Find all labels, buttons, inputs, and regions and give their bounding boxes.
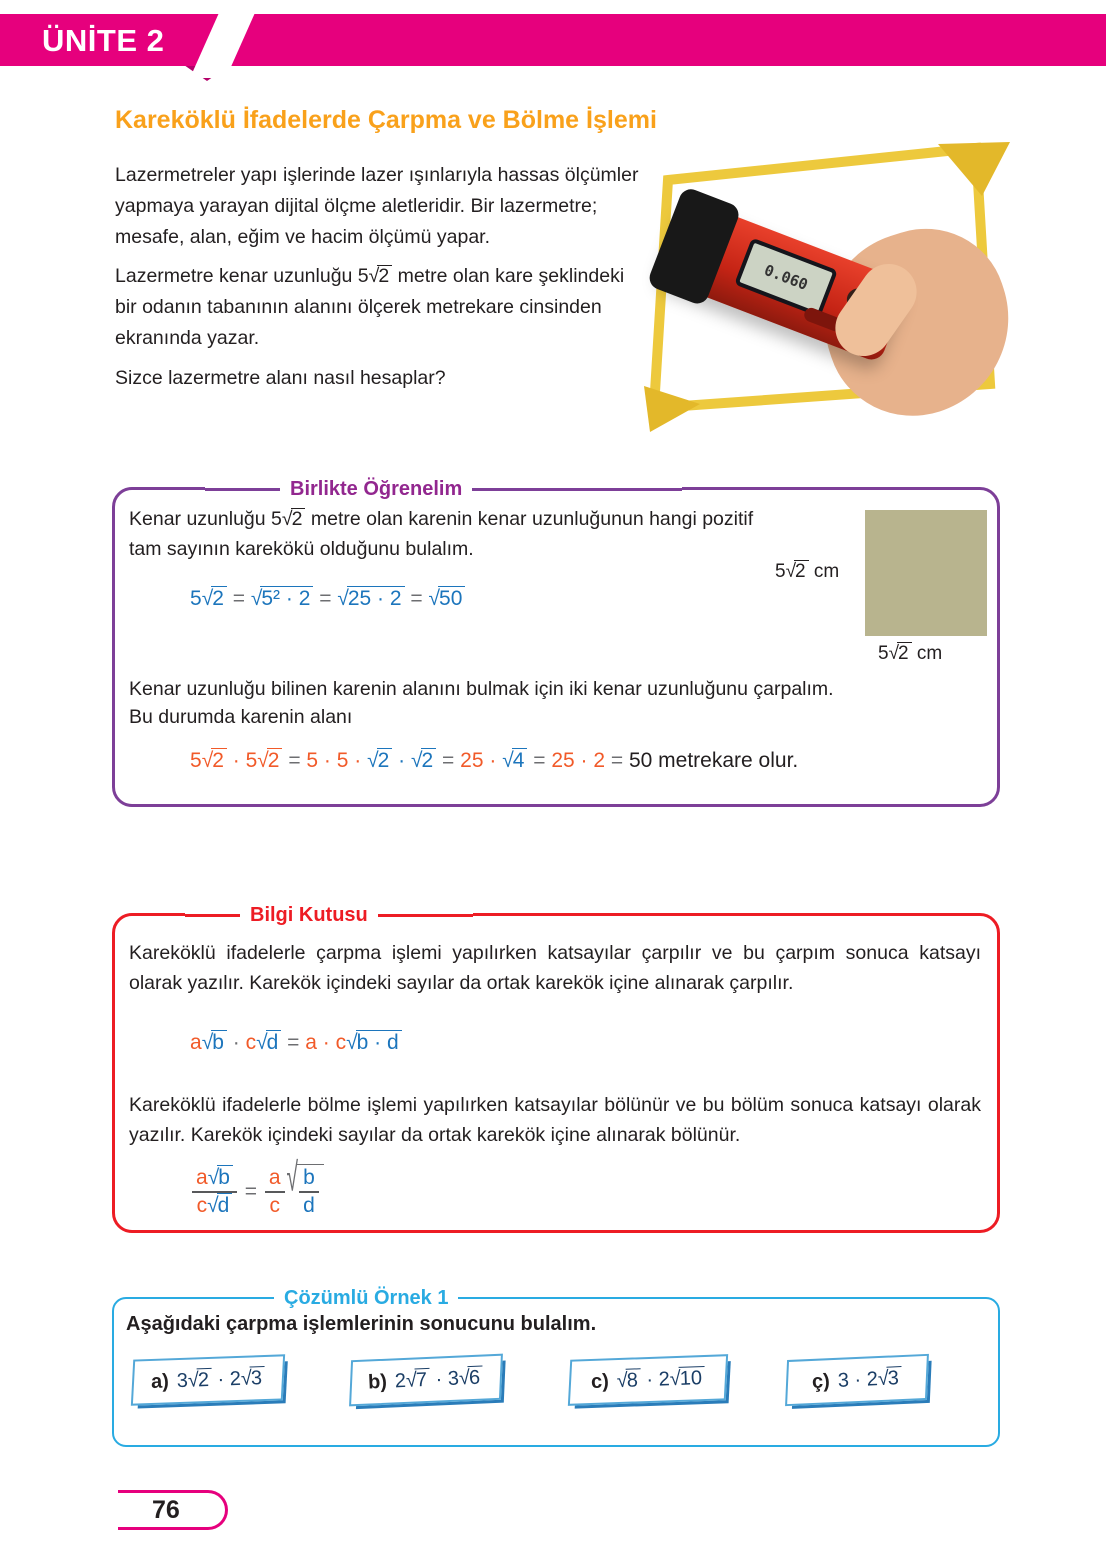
option-c-label: c) xyxy=(590,1369,610,1393)
unit-label: ÜNİTE 2 xyxy=(42,23,165,58)
option-cc-label: ç) xyxy=(811,1369,831,1393)
ornek-box-title-text: Çözümlü Örnek 1 xyxy=(284,1286,449,1309)
title-line-right xyxy=(458,1297,518,1300)
option-cc xyxy=(785,1354,929,1406)
intro-text xyxy=(115,160,645,403)
birlikte-paragraph-2: Kenar uzunluğu bilinen karenin alanını bulmak için iki kenar uzunluğunu çarpalım. xyxy=(129,678,834,700)
square-side-label-bottom: 5√2 cm xyxy=(878,643,943,664)
laser-meter-photo xyxy=(640,142,1020,434)
birlikte-paragraph-3: Bu durumda karenin alanı xyxy=(129,706,353,728)
option-a xyxy=(131,1354,285,1405)
option-c-expression: √8 · 2√10 xyxy=(616,1366,705,1393)
unit-header-bar xyxy=(0,14,1106,66)
square-side-label-left: 5√2 cm xyxy=(775,561,840,582)
title-line-left xyxy=(189,1297,274,1300)
device-screen xyxy=(734,238,838,318)
ornek-box-title xyxy=(189,1282,518,1314)
birlikte-equation-2: 5√2 · 5√2 = 5 · 5 · √2 · √2 = 25 · √4 = 25 · 2 = 50 metrekare olur. xyxy=(190,749,799,772)
birlikte-equation-1: 5√2 = √5² · 2 = √25 · 2 = √50 xyxy=(190,586,465,611)
page-number: 76 xyxy=(152,1495,180,1524)
bilgi-box-title xyxy=(185,899,473,931)
bilgi-equation-division: $\frac{a√b}{c√d}$ = $\frac{a}{c}$ √ $\frac{b}{d}$ xyxy=(190,1164,324,1220)
title-line-right xyxy=(472,488,682,491)
intro-paragraph-2: Lazermetre kenar uzunluğu 5√2 metre olan kare şeklindeki bir odanın tabanının alanını ölçerek metrekare cinsinden ekranında yazar. xyxy=(115,265,625,349)
option-a-content xyxy=(151,1366,266,1394)
title-line-left xyxy=(185,914,240,917)
birlikte-box-title xyxy=(205,473,682,505)
square-figure xyxy=(865,510,987,636)
ornek-prompt: Aşağıdaki çarpma işlemlerinin sonucunu bulalım. xyxy=(126,1313,597,1335)
bilgi-box-title-text: Bilgi Kutusu xyxy=(250,903,368,926)
option-b-label: b) xyxy=(367,1370,388,1394)
page-title: Kareköklü İfadelerde Çarpma ve Bölme İşlemi xyxy=(115,106,657,134)
option-a-expression: 3√2 · 2√3 xyxy=(176,1366,265,1393)
option-cc-expression: 3 · 2√3 xyxy=(837,1366,902,1393)
option-b-expression: 2√7 · 3√6 xyxy=(395,1366,484,1394)
intro-paragraph-3: Sizce lazermetre alanı nasıl hesaplar? xyxy=(115,366,446,389)
birlikte-paragraph-1: Kenar uzunluğu 5√2 metre olan karenin kenar uzunluğunun hangi pozitif tam sayının karekökü olduğunu bulalım. xyxy=(129,508,754,561)
option-cc-content xyxy=(812,1366,903,1394)
option-b-content xyxy=(368,1366,484,1395)
option-c xyxy=(568,1354,728,1406)
option-a-label: a) xyxy=(150,1369,170,1393)
birlikte-ogrenelim-box xyxy=(112,477,1000,807)
title-line-left xyxy=(205,488,280,491)
intro-paragraph-1: Lazermetreler yapı işlerinde lazer ışınlarıyla hassas ölçümler yapmaya yarayan dijital ölçme aletleridir. Bir lazermetre; mesafe, alan, eğim ve hacim ölçümü yapar. xyxy=(115,164,639,248)
bilgi-paragraph-2: Kareköklü ifadelerle bölme işlemi yapılırken katsayılar bölünür ve bu bölüm sonuca katsayı olarak yazılır. Karekök içindeki sayılar da ortak karekök içine alınarak bölünür. xyxy=(129,1094,981,1147)
bilgi-equation-multiplication: a√b · c√d = a · c√b · d xyxy=(190,1030,402,1055)
option-b xyxy=(349,1354,503,1407)
title-line-right xyxy=(378,914,473,917)
bilgi-paragraph-1: Kareköklü ifadelerle çarpma işlemi yapılırken katsayılar çarpılır ve bu çarpım sonuca katsayı olarak yazılır. Karekök içindeki sayılar da ortak karekök içine alınarak çarpılır. xyxy=(129,942,981,995)
birlikte-box-title-text: Birlikte Öğrenelim xyxy=(290,477,463,500)
option-c-content xyxy=(591,1366,706,1394)
bilgi-kutusu-box xyxy=(112,903,1000,1233)
cozumlu-ornek-box xyxy=(112,1286,1000,1447)
page-number-tab xyxy=(118,1490,228,1530)
device-screen-reading: 0.060 xyxy=(761,260,811,294)
